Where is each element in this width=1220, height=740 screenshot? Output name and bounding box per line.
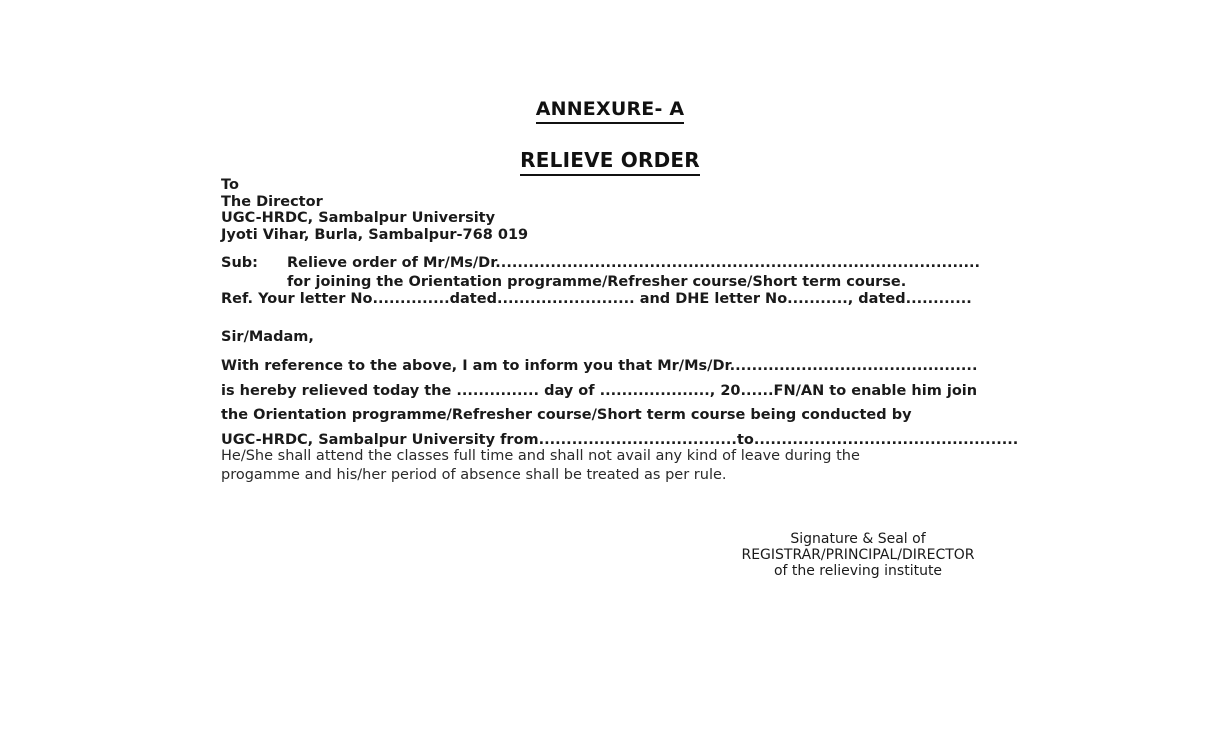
signature-line-3: of the relieving institute: [773, 562, 943, 579]
note-line-1: He/She shall attend the classes full time and shall not avail any kind of leave during the: [221, 448, 860, 464]
body-line-1: With reference to the above, I am to inform you that Mr/Ms/Dr.............................................: [221, 358, 978, 374]
body-line-3: the Orientation programme/Refresher course/Short term course being conducted by: [221, 407, 912, 423]
recipient-address-block: [221, 177, 528, 243]
page-title: [0, 148, 1220, 172]
note-line-2: progamme and his/her period of absence shall be treated as per rule.: [221, 467, 727, 483]
address-line-institution: UGC-HRDC, Sambalpur University: [221, 210, 496, 226]
subject-text-line1: Relieve order of Mr/Ms/Dr........................................................................................: [287, 255, 981, 271]
note-paragraph: [221, 447, 1021, 485]
address-line-location: Jyoti Vihar, Burla, Sambalpur-768 019: [221, 226, 529, 243]
annexure-title: [0, 98, 1220, 120]
salutation: Sir/Madam,: [221, 329, 314, 345]
signature-line-2: REGISTRAR/PRINCIPAL/DIRECTOR: [741, 546, 975, 563]
address-line-designation: The Director: [221, 193, 323, 210]
body-paragraph: [221, 354, 1021, 452]
subject-text-line2: for joining the Orientation programme/Refresher course/Short term course.: [287, 273, 907, 290]
body-line-2: is hereby relieved today the ............... day of ...................., 20......FN/AN to enable him join: [221, 382, 978, 399]
body-line-4: UGC-HRDC, Sambalpur University from....................................to................................................: [221, 431, 1019, 448]
reference-line: Ref. Your letter No..............dated......................... and DHE letter No..........., dated............: [221, 291, 972, 307]
page-title-text: RELIEVE ORDER: [520, 148, 700, 176]
subject-label: Sub:: [221, 255, 258, 271]
signature-block: [700, 531, 1016, 580]
signature-line-1: Signature & Seal of: [790, 530, 926, 547]
annexure-title-text: ANNEXURE- A: [536, 98, 685, 124]
address-line-to: To: [221, 177, 239, 193]
subject-row: [221, 254, 1021, 273]
subject-block: [221, 254, 1021, 291]
